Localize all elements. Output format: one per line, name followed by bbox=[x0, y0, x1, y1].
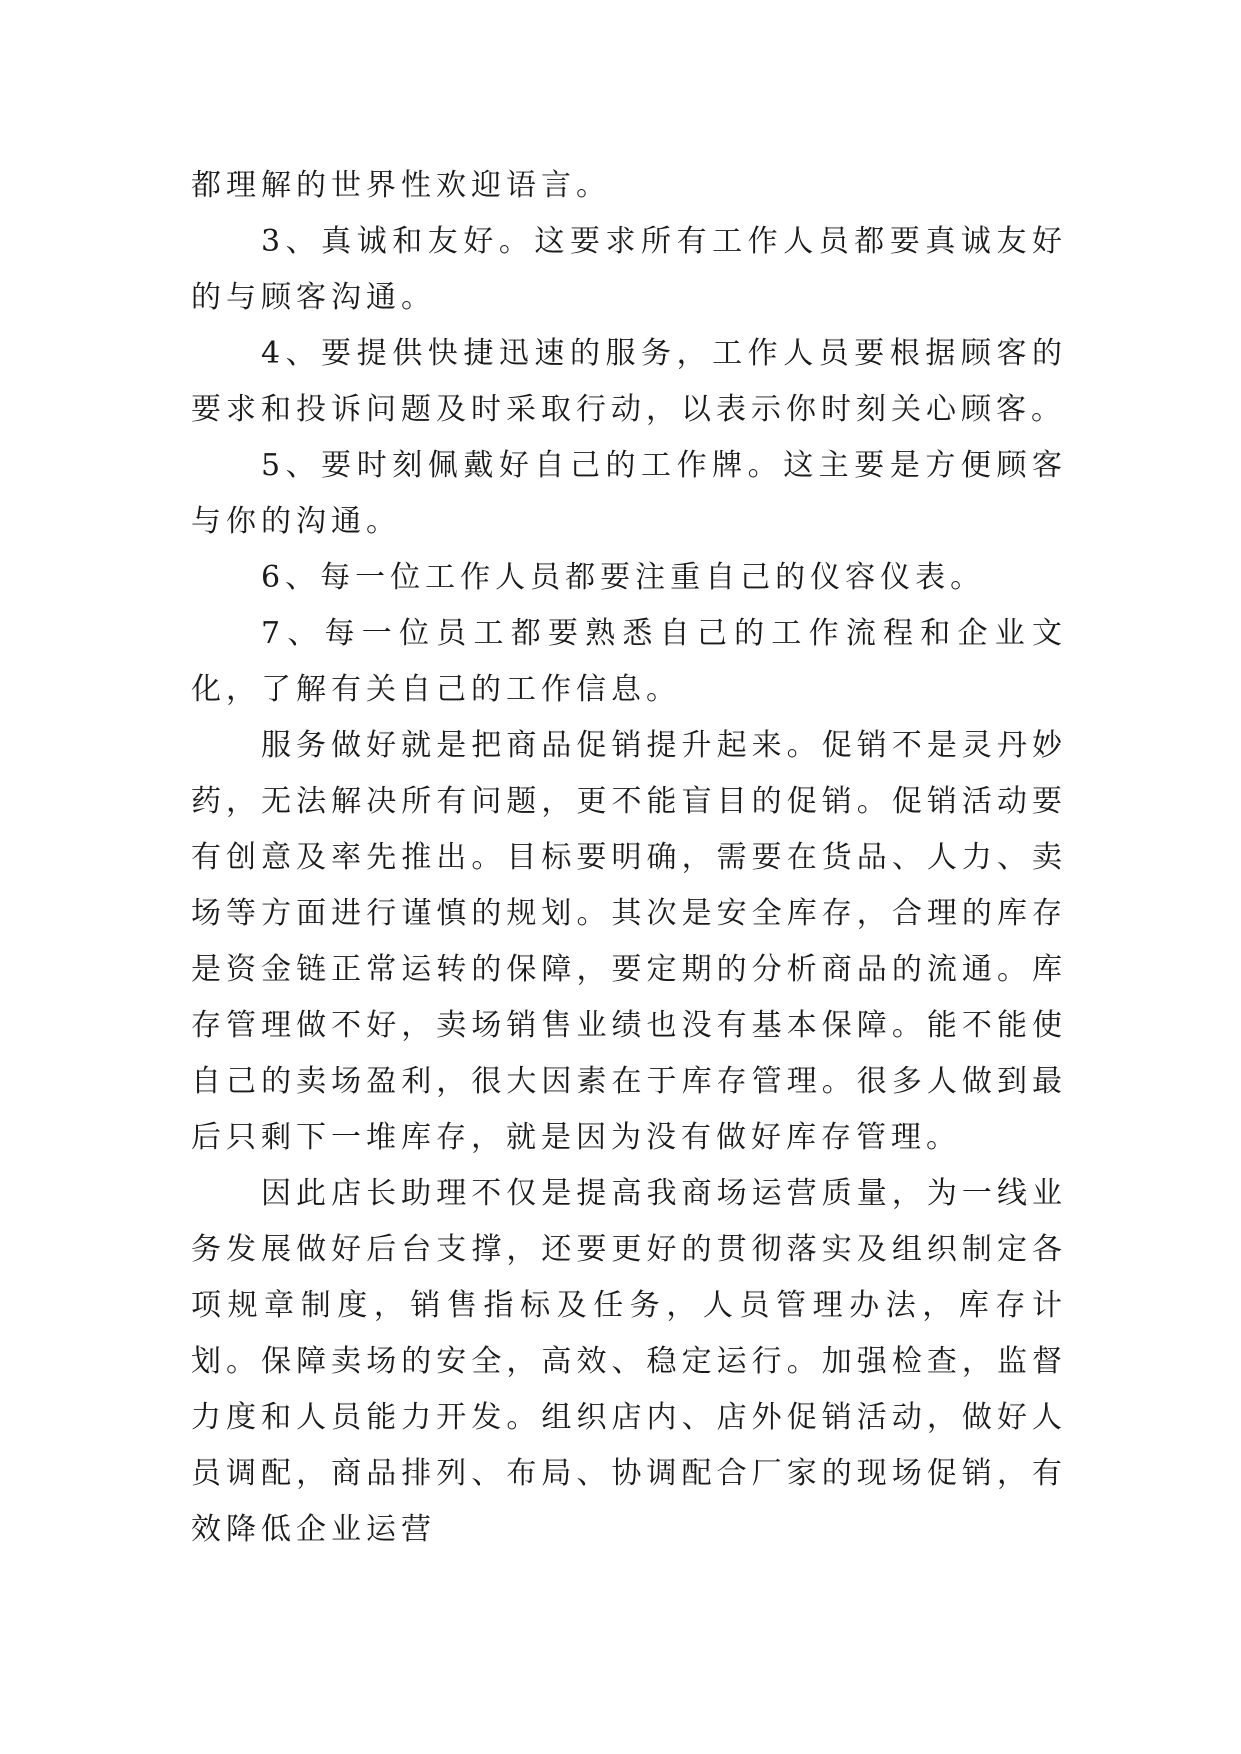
paragraph-item-7: 7、每一位员工都要熟悉自己的工作流程和企业文化，了解有关自己的工作信息。 bbox=[191, 616, 1067, 707]
paragraph-item-6: 6、每一位工作人员都要注重自己的仪容仪表。 bbox=[261, 560, 986, 595]
paragraph-item-5: 5、要时刻佩戴好自己的工作牌。这主要是方便顾客与你的沟通。 bbox=[191, 448, 1067, 539]
paragraph-continuation: 都理解的世界性欢迎语言。 bbox=[191, 168, 611, 203]
paragraph-promotion: 服务做好就是把商品促销提升起来。促销不是灵丹妙药，无法解决所有问题，更不能盲目的促销。促销活动要有创意及率先推出。目标要明确，需要在货品、人力、卖场等方面进行谨慎的规划。其次是安全库存，合理的库存是资金链正常运转的保障，要定期的分析商品的流通。库存管理做不好，卖场销售业绩也没有基本保障。能不能使自己的卖场盈利，很大因素在于库存管理。很多人做到最后只剩下一堆库存，就是因为没有做好库存管理。 bbox=[191, 728, 1067, 1155]
paragraph-item-4: 4、要提供快捷迅速的服务，工作人员要根据顾客的要求和投诉问题及时采取行动，以表示你时刻关心顾客。 bbox=[191, 336, 1067, 427]
paragraph-item-3: 3、真诚和友好。这要求所有工作人员都要真诚友好的与顾客沟通。 bbox=[191, 224, 1067, 315]
paragraph-store-assistant: 因此店长助理不仅是提高我商场运营质量，为一线业务发展做好后台支撑，还要更好的贯彻落实及组织制定各项规章制度，销售指标及任务，人员管理办法，库存计划。保障卖场的安全，高效、稳定运行。加强检查，监督力度和人员能力开发。组织店内、店外促销活动，做好人员调配，商品排列、布局、协调配合厂家的现场促销，有效降低企业运营 bbox=[191, 1176, 1067, 1547]
document-body bbox=[191, 158, 1067, 1558]
